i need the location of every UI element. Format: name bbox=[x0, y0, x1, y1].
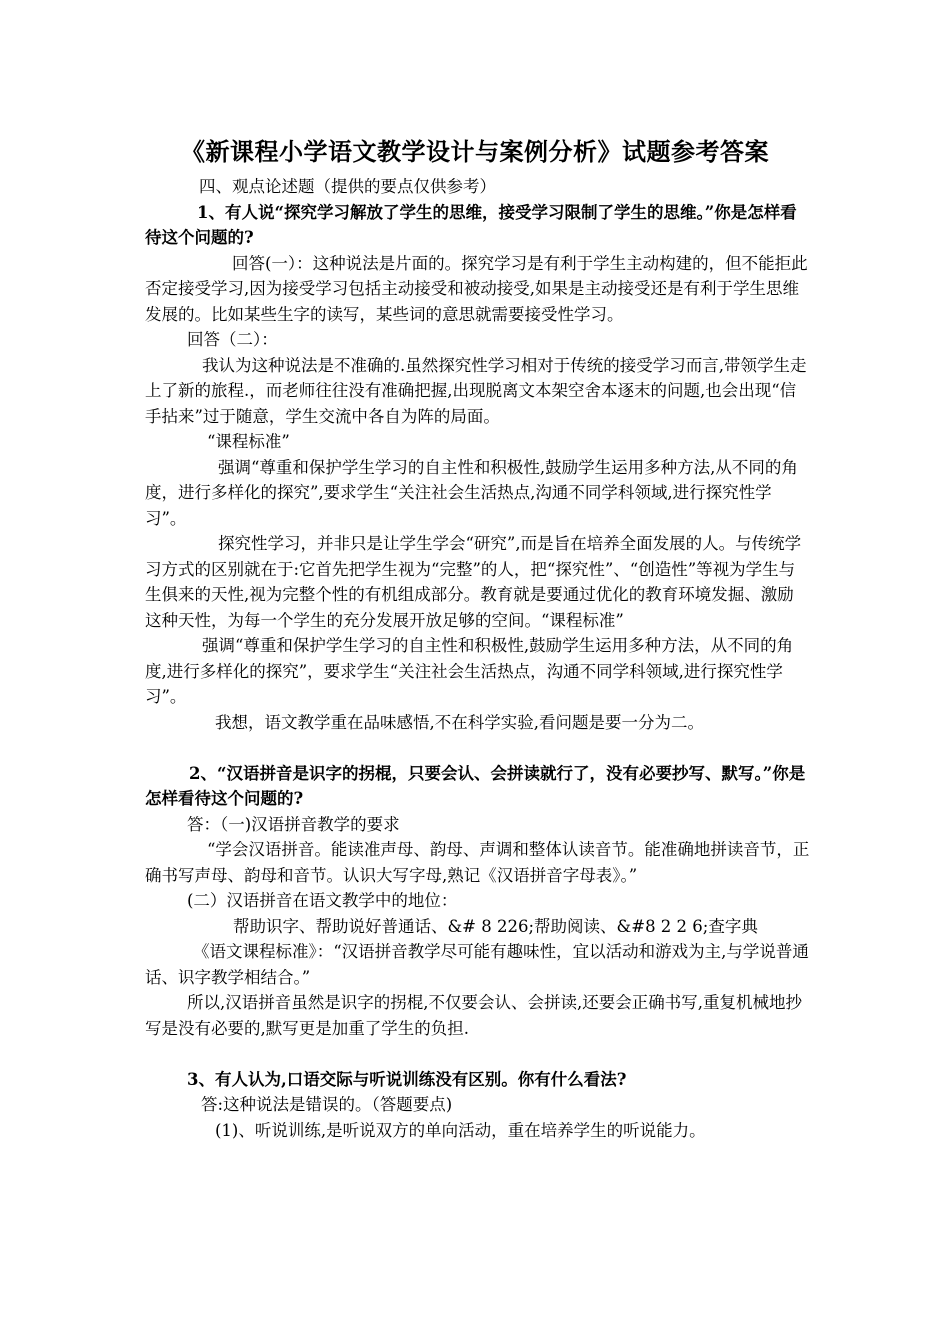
q2-answer-6: 所以,汉语拼音虽然是识字的拐棍,不仅要会认、会拼读,还要会正确书写,重复机械地抄写是没有必要的,默写更是加重了学生的负担. bbox=[145, 993, 802, 1038]
question-1: 1、有人说“探究学习解放了学生的思维，接受学习限制了学生的思维。”你是怎样看待这个问题的? bbox=[145, 202, 797, 247]
q1-paragraph-5: 强调“尊重和保护学生学习的自主性和积极性,鼓励学生运用多种方法，从不同的角度,进行多样化的探究”，要求学生“关注社会生活热点，沟通不同学科领域,进行探究性学习”。 bbox=[145, 636, 794, 706]
q1-paragraph-4: 探究性学习，并非只是让学生学会“研究”,而是旨在培养全面发展的人。与传统学习方式的区别就在于:它首先把学生视为“完整”的人，把“探究性”、“创造性”等视为学生与生俱来的天性,视为完整个性的有机组成部分。教育就是要通过优化的教育环境发掘、激励这种天性，为每一个学生的充分发展开放足够的空间。“课程标准” bbox=[145, 534, 802, 630]
document-title: 《新课程小学语文教学设计与案例分析》试题参考答案 bbox=[181, 137, 769, 166]
q1-paragraph-2: “课程标准” bbox=[207, 432, 290, 451]
q1-paragraph-3: 强调“尊重和保护学生学习的自主性和积极性,鼓励学生运用多种方法,从不同的角度，进行多样化的探究”,要求学生“关注社会生活热点,沟通不同学科领域,进行探究性学习”。 bbox=[145, 457, 798, 528]
q1-answer-1: 回答(一）：这种说法是片面的。探究学习是有利于学生主动构建的，但不能拒此否定接受学习,因为接受学习包括主动接受和被动接受,如果是主动接受还是有利于学生思维发展的。比如某些生字的读写，某些词的意思就需要接受性学习。 bbox=[145, 253, 808, 324]
q1-paragraph-6: 我想，语文教学重在品味感悟,不在科学实验,看问题是要一分为二。 bbox=[215, 712, 704, 732]
section-heading: 四、观点论述题（提供的要点仅供参考） bbox=[199, 177, 496, 196]
q1-paragraph-1: 我认为这种说法是不准确的.虽然探究性学习相对于传统的接受学习而言,带领学生走上了新的旅程.，而老师往往没有准确把握,出现脱离文本架空舍本逐末的问题,也会出现“信手拈来”过于随意，学生交流中各自为阵的局面。 bbox=[145, 355, 807, 426]
document-body bbox=[145, 174, 810, 1143]
q2-answer-1: 答：（一)汉语拼音教学的要求 bbox=[187, 814, 400, 834]
question-2: 2、“汉语拼音是识字的拐棍，只要会认、会拼读就行了，没有必要抄写、默写。”你是怎样看待这个问题的? bbox=[145, 763, 806, 808]
q2-answer-3: (二）汉语拼音在语文教学中的地位： bbox=[187, 891, 458, 910]
question-3: 3、有人认为,口语交际与听说训练没有区别。你有什么看法? bbox=[187, 1069, 627, 1089]
q3-answer-2: (1)、听说训练,是听说双方的单向活动，重在培养学生的听说能力。 bbox=[215, 1120, 706, 1140]
q2-answer-5: 《语文课程标准》：“汉语拼音教学尽可能有趣味性，宜以活动和游戏为主,与学说普通话、识字教学相结合。” bbox=[145, 942, 809, 987]
spacer bbox=[145, 735, 810, 761]
q2-answer-2: “学会汉语拼音。能读准声母、韵母、声调和整体认读音节。能准确地拼读音节，正确书写声母、韵母和音节。认识大写字母,熟记《汉语拼音字母表》。” bbox=[145, 840, 810, 885]
q1-answer-2-label: 回答（二）： bbox=[187, 330, 278, 349]
q2-answer-4: 帮助识字、帮助说好普通话、&# 8 226;帮助阅读、&#8 2 2 6;查字典 bbox=[233, 916, 758, 936]
spacer bbox=[145, 1041, 810, 1067]
q3-answer-1: 答:这种说法是错误的。（答题要点) bbox=[201, 1095, 453, 1114]
